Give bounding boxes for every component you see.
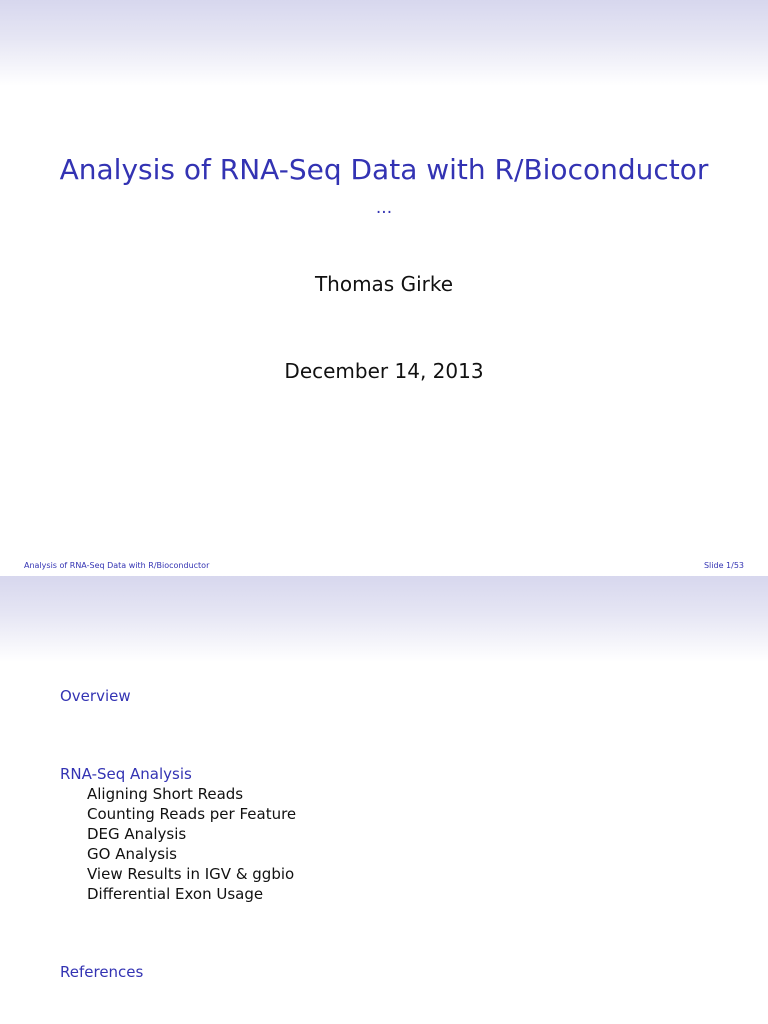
toc-subsection-item[interactable]: Differential Exon Usage	[87, 885, 264, 903]
header-band	[0, 0, 768, 86]
presentation-date: December 14, 2013	[284, 359, 484, 383]
toc-link-rnaseq-analysis[interactable]: RNA-Seq Analysis	[60, 765, 192, 783]
toc-subsection-item[interactable]: Counting Reads per Feature	[87, 805, 297, 823]
slide-number: Slide 1/53	[703, 561, 744, 570]
toc-subsection-list	[87, 784, 296, 904]
toc-subsection-item[interactable]: View Results in IGV & ggbio	[87, 865, 295, 883]
outline-slide	[0, 576, 768, 1024]
author-name: Thomas Girke	[314, 272, 454, 296]
toc-subsection-item[interactable]: DEG Analysis	[87, 825, 187, 843]
toc-subsection-item[interactable]: Aligning Short Reads	[87, 785, 244, 803]
toc-link-references[interactable]: References	[60, 963, 144, 981]
footer-title: Analysis of RNA-Seq Data with R/Bioconductor	[24, 561, 210, 570]
table-of-contents	[60, 576, 720, 1024]
presentation-title: Analysis of RNA-Seq Data with R/Bioconductor	[59, 153, 709, 186]
presentation-subtitle: ...	[375, 198, 393, 218]
toc-link-overview[interactable]: Overview	[60, 687, 131, 705]
toc-subsection-item[interactable]: GO Analysis	[87, 845, 177, 863]
